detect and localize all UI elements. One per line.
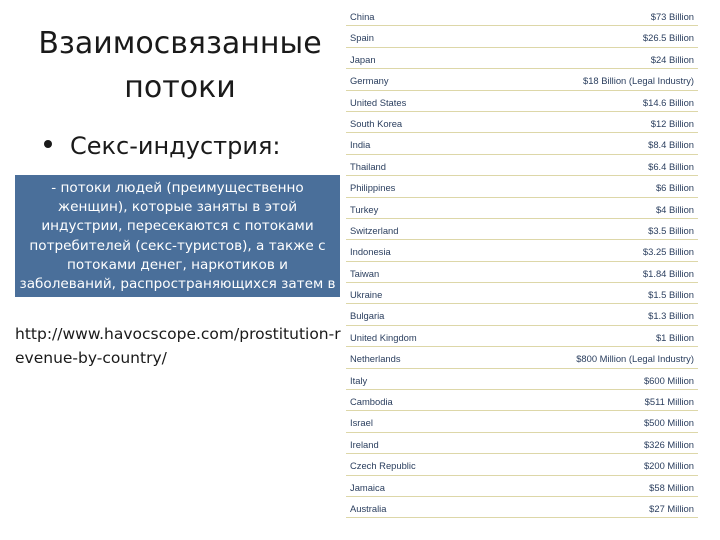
revenue-cell: $1 Billion xyxy=(655,331,694,343)
table-row xyxy=(346,411,698,432)
country-cell: India xyxy=(350,139,371,151)
table-row xyxy=(346,497,698,518)
revenue-cell: $12 Billion xyxy=(650,117,694,129)
country-cell: Bulgaria xyxy=(350,310,385,322)
revenue-cell: $1.3 Billion xyxy=(648,310,694,322)
revenue-cell: $27 Million xyxy=(649,502,694,514)
table-row xyxy=(346,26,698,47)
revenue-cell: $18 Billion (Legal Industry) xyxy=(583,75,694,87)
revenue-cell: $8.4 Billion xyxy=(648,139,694,151)
bullet-item xyxy=(44,132,281,160)
country-cell: United Kingdom xyxy=(350,331,417,343)
slide-title-line-1: Взаимосвязанные xyxy=(38,26,322,61)
table-row xyxy=(346,112,698,133)
country-cell: Spain xyxy=(350,32,374,44)
table-row xyxy=(346,240,698,261)
country-cell: United States xyxy=(350,96,407,108)
revenue-cell: $4 Billion xyxy=(655,203,694,215)
revenue-cell: $1.84 Billion xyxy=(642,267,694,279)
source-link[interactable]: http://www.havocscope.com/prostitution-revenue-by-country/ xyxy=(15,325,341,367)
revenue-cell: $200 Million xyxy=(643,460,694,472)
table-row xyxy=(346,326,698,347)
revenue-cell: $500 Million xyxy=(643,417,694,429)
country-cell: Netherlands xyxy=(350,353,401,365)
country-cell: Jamaica xyxy=(350,481,385,493)
table-row xyxy=(346,91,698,112)
revenue-cell: $511 Million xyxy=(644,396,694,408)
revenue-cell: $73 Billion xyxy=(650,11,694,22)
country-cell: Philippines xyxy=(350,182,396,194)
revenue-table xyxy=(346,5,698,518)
bullet-text: Секс-индустрия: xyxy=(70,132,281,160)
country-cell: Israel xyxy=(350,417,373,429)
table-row xyxy=(346,69,698,90)
table-row xyxy=(346,176,698,197)
table-row xyxy=(346,198,698,219)
country-cell: Cambodia xyxy=(350,396,393,408)
slide-title xyxy=(20,22,340,109)
table-row xyxy=(346,133,698,154)
table-row xyxy=(346,347,698,368)
country-cell: Italy xyxy=(350,374,368,386)
bullet-dot-icon xyxy=(44,140,52,148)
country-cell: Ukraine xyxy=(350,289,383,301)
country-cell: Indonesia xyxy=(350,246,391,258)
country-cell: Thailand xyxy=(350,160,386,172)
country-cell: Ireland xyxy=(350,438,379,450)
revenue-cell: $1.5 Billion xyxy=(648,289,694,301)
revenue-cell: $800 Million (Legal Industry) xyxy=(576,353,694,365)
revenue-cell: $600 Million xyxy=(643,374,694,386)
revenue-cell: $3.25 Billion xyxy=(642,246,694,258)
country-cell: China xyxy=(350,11,375,22)
revenue-cell: $14.6 Billion xyxy=(642,96,694,108)
country-cell: Switzerland xyxy=(350,224,399,236)
country-cell: Germany xyxy=(350,75,389,87)
description-text: - потоки людей (преимущественно женщин), которые заняты в этой индустрии, пересекаются с потоками потребителей (секс-туристов), а также с потоками денег, наркотиков и заболеваний, распространяющихся затем в других странах xyxy=(19,180,336,312)
table-row xyxy=(346,390,698,411)
revenue-cell: $26.5 Billion xyxy=(642,32,694,44)
table-row xyxy=(346,369,698,390)
table-row xyxy=(346,48,698,69)
table-row xyxy=(346,283,698,304)
table-row xyxy=(346,5,698,26)
country-cell: South Korea xyxy=(350,117,403,129)
revenue-cell: $24 Billion xyxy=(650,53,694,65)
description-box xyxy=(15,175,340,312)
country-cell: Taiwan xyxy=(350,267,380,279)
table-row xyxy=(346,454,698,475)
revenue-cell: $3.5 Billion xyxy=(648,224,694,236)
table-row xyxy=(346,262,698,283)
revenue-cell: $326 Million xyxy=(643,438,694,450)
table-row xyxy=(346,433,698,454)
country-cell: Australia xyxy=(350,502,387,514)
revenue-cell: $58 Million xyxy=(649,481,694,493)
slide-title-line-2: потоки xyxy=(124,69,236,105)
country-cell: Turkey xyxy=(350,203,379,215)
table-row xyxy=(346,476,698,497)
country-cell: Japan xyxy=(350,53,376,65)
table-row xyxy=(346,304,698,325)
table-row xyxy=(346,219,698,240)
revenue-cell: $6 Billion xyxy=(655,182,694,194)
revenue-cell: $6.4 Billion xyxy=(648,160,694,172)
table-row xyxy=(346,155,698,176)
country-cell: Czech Republic xyxy=(350,460,416,472)
